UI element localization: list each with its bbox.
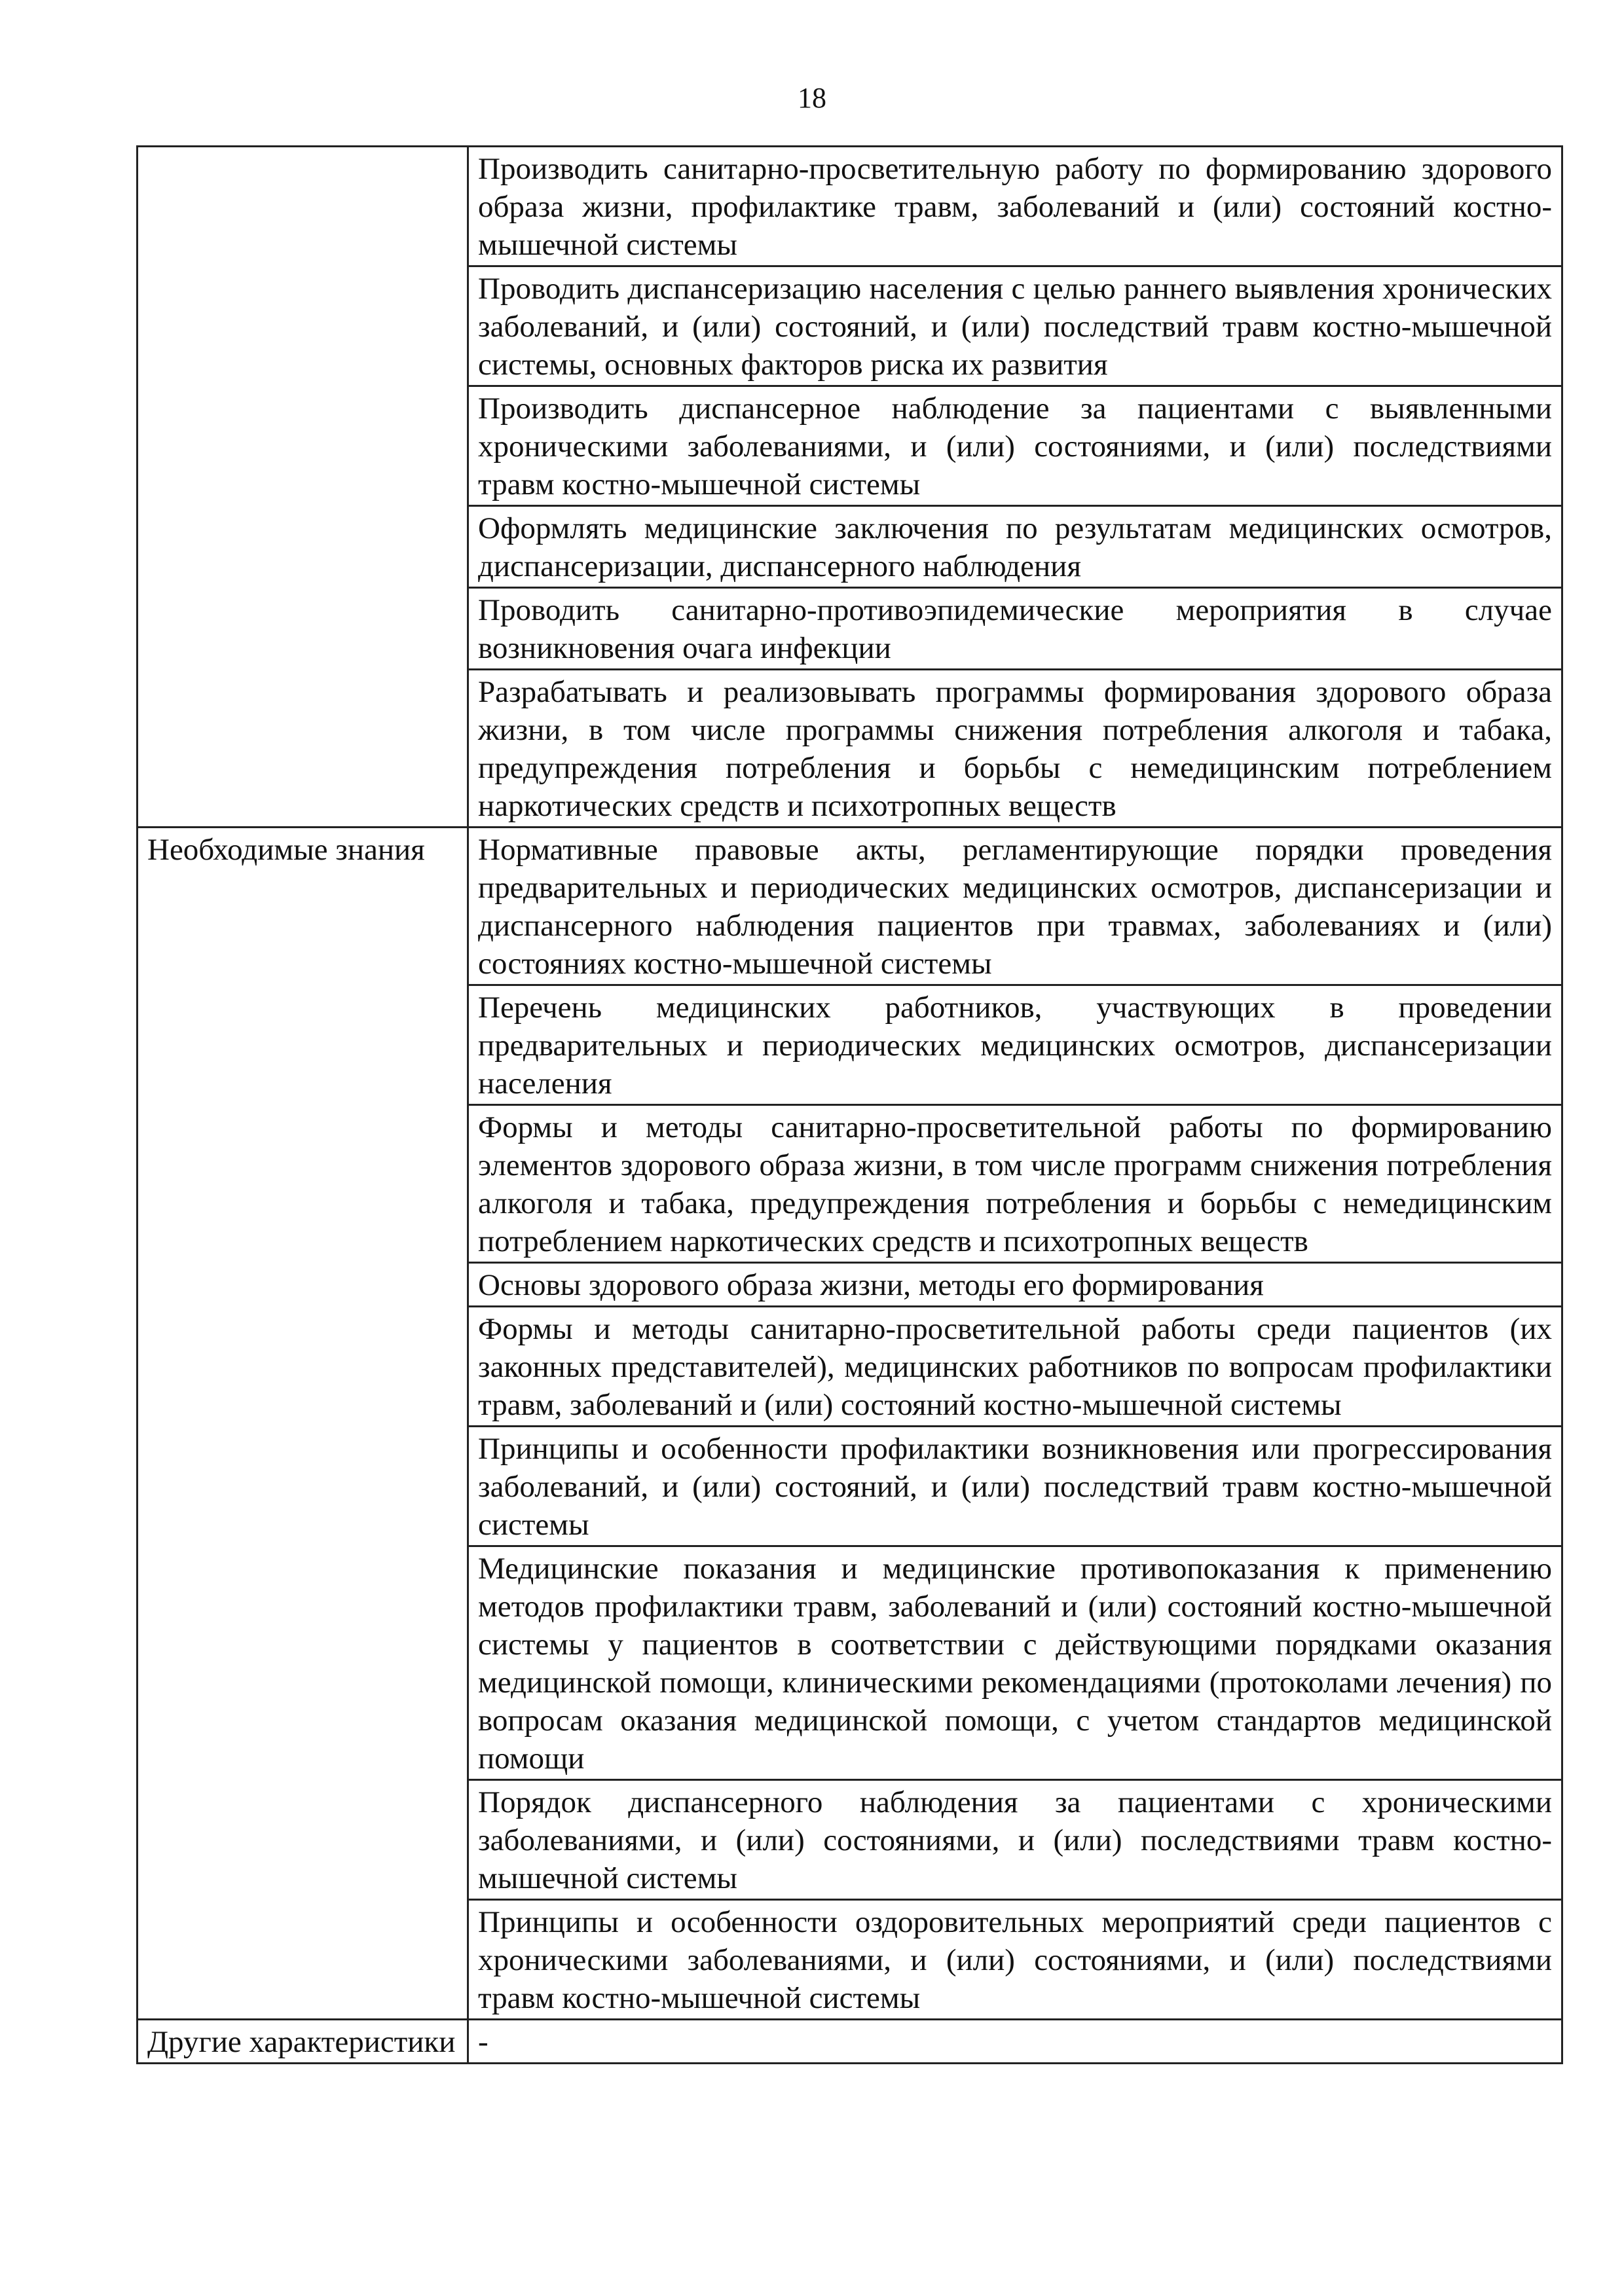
table-row xyxy=(138,2020,1562,2064)
knowledge-item: Принципы и особенности оздоровительных мероприятий среди пациентов с хроническими заболеваниями, и (или) состояниями, и (или) последствиями травм костно-мышечной системы xyxy=(468,1900,1562,2020)
table-row xyxy=(138,828,1562,985)
knowledge-item: Принципы и особенности профилактики возникновения или прогрессирования заболеваний, и (или) состояний, и (или) последствий травм костно-мышечной системы xyxy=(468,1427,1562,1546)
knowledge-label-cell: Необходимые знания xyxy=(138,828,468,2020)
skill-item: Разрабатывать и реализовывать программы формирования здорового образа жизни, в том числе программы снижения потребления алкоголя и табака, предупреждения потребления и борьбы с немедицинским потреблением наркотических средств и психотропных веществ xyxy=(468,670,1562,828)
knowledge-item: Порядок диспансерного наблюдения за пациентами с хроническими заболеваниями, и (или) состояниями, и (или) последствиями травм костно-мышечной системы xyxy=(468,1780,1562,1900)
skill-item: Проводить санитарно-противоэпидемические мероприятия в случае возникновения очага инфекции xyxy=(468,588,1562,670)
knowledge-item: Формы и методы санитарно-просветительной работы по формированию элементов здорового образа жизни, в том числе программ снижения потребления алкоголя и табака, предупреждения потребления и борьбы с немедицинским потреблением наркотических средств и психотропных веществ xyxy=(468,1105,1562,1263)
other-label-cell: Другие характеристики xyxy=(138,2020,468,2064)
table-row xyxy=(138,147,1562,266)
skills-label-cell xyxy=(138,147,468,828)
knowledge-item: Медицинские показания и медицинские противопоказания к применению методов профилактики травм, заболеваний и (или) состояний костно-мышечной системы у пациентов в соответствии с действующими порядками оказания медицинской помощи, клиническими рекомендациями (протоколами лечения) по вопросам оказания медицинской помощи, с учетом стандартов медицинской помощи xyxy=(468,1546,1562,1780)
skill-item: Производить санитарно-просветительную работу по формированию здорового образа жизни, профилактике травм, заболеваний и (или) состояний костно-мышечной системы xyxy=(468,147,1562,266)
knowledge-item: Формы и методы санитарно-просветительной работы среди пациентов (их законных представителей), медицинских работников по вопросам профилактики травм, заболеваний и (или) состояний костно-мышечной системы xyxy=(468,1307,1562,1427)
page-number: 18 xyxy=(798,82,826,114)
other-value-cell: - xyxy=(468,2020,1562,2064)
skill-item: Проводить диспансеризацию населения с целью раннего выявления хронических заболеваний, и (или) состояний, и (или) последствий травм костно-мышечной системы, основных факторов риска их развития xyxy=(468,266,1562,386)
skill-item: Производить диспансерное наблюдение за пациентами с выявленными хроническими заболеваниями, и (или) состояниями, и (или) последствиями травм костно-мышечной системы xyxy=(468,386,1562,506)
knowledge-item: Нормативные правовые акты, регламентирующие порядки проведения предварительных и периодических медицинских осмотров, диспансеризации и диспансерного наблюдения пациентов при травмах, заболеваниях и (или) состояниях костно-мышечной системы xyxy=(468,828,1562,985)
skill-item: Оформлять медицинские заключения по результатам медицинских осмотров, диспансеризации, диспансерного наблюдения xyxy=(468,506,1562,588)
knowledge-item: Основы здорового образа жизни, методы его формирования xyxy=(468,1263,1562,1307)
requirements-table xyxy=(136,145,1563,2064)
knowledge-item: Перечень медицинских работников, участвующих в проведении предварительных и периодических медицинских осмотров, диспансеризации населения xyxy=(468,985,1562,1105)
